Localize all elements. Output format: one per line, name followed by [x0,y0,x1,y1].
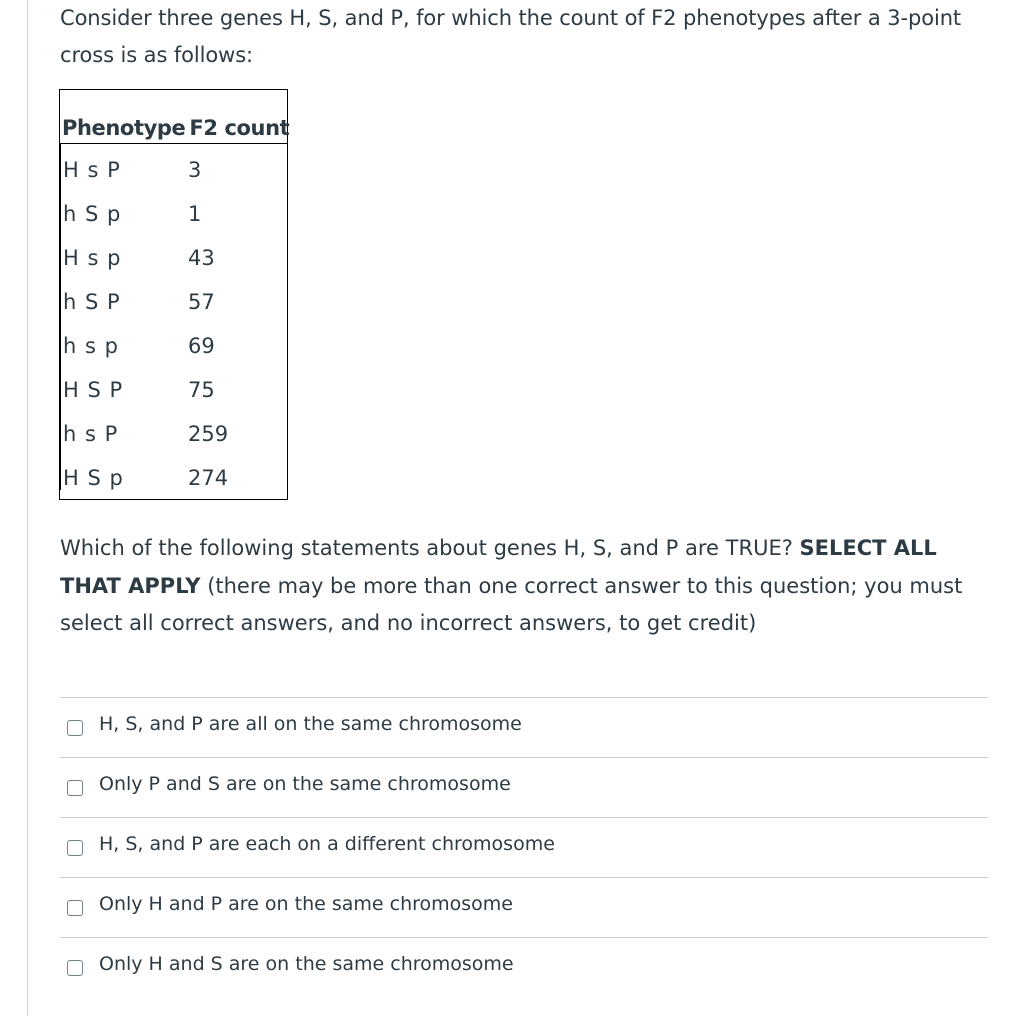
answer-option[interactable] [60,937,988,997]
answer-label[interactable]: H, S, and P are each on a different chromosome [99,833,555,855]
phenotype-table [59,89,288,500]
count-cell: 3 [188,158,202,182]
table-divider [60,143,287,144]
answer-label[interactable]: Only H and P are on the same chromosome [99,893,514,915]
table-left-rule [59,144,61,490]
prompt-text: Which of the following statements about genes H, S, and P are TRUE? [60,536,800,560]
table-header [62,116,289,140]
checkbox[interactable] [67,840,83,856]
answer-option[interactable] [60,757,988,817]
answer-option[interactable] [60,697,988,757]
answer-label[interactable]: Only P and S are on the same chromosome [99,773,511,795]
phenotype-cell: h s p [63,334,119,358]
count-cell: 1 [188,202,202,226]
phenotype-cell: H s P [63,158,121,182]
prompt-emphasis: SELECT ALL THAT APPLY [60,536,937,598]
answer-list [60,697,988,997]
count-cell: 75 [188,378,215,402]
phenotype-cell: H S P [63,378,124,402]
count-cell: 43 [188,246,215,270]
header-count: F2 count [189,116,290,140]
phenotype-cell: h S P [63,290,121,314]
phenotype-cell: H S p [63,466,124,490]
prompt-instructions: (there may be more than one correct answer to this question; you must select all correct answers, and no incorrect answers, to get credit) [60,573,963,635]
count-cell: 69 [188,334,215,358]
question-frame-border [27,0,28,1016]
phenotype-cell: h S p [63,202,122,226]
answer-option[interactable] [60,877,988,937]
answer-option[interactable] [60,817,988,877]
checkbox[interactable] [67,780,83,796]
checkbox[interactable] [67,900,83,916]
phenotype-cell: h s P [63,422,119,446]
phenotype-cell: H s p [63,246,122,270]
answer-label[interactable]: H, S, and P are all on the same chromosome [99,713,522,735]
answer-label[interactable]: Only H and S are on the same chromosome [99,953,514,975]
question-body [60,0,980,74]
header-phenotype: Phenotype [62,116,186,140]
checkbox[interactable] [67,960,83,976]
question-intro: Consider three genes H, S, and P, for which the count of F2 phenotypes after a 3-point cross is as follows: [60,6,962,67]
count-cell: 57 [188,290,215,314]
question-prompt [60,530,990,643]
checkbox[interactable] [67,720,83,736]
count-cell: 259 [188,422,229,446]
count-cell: 274 [188,466,229,490]
